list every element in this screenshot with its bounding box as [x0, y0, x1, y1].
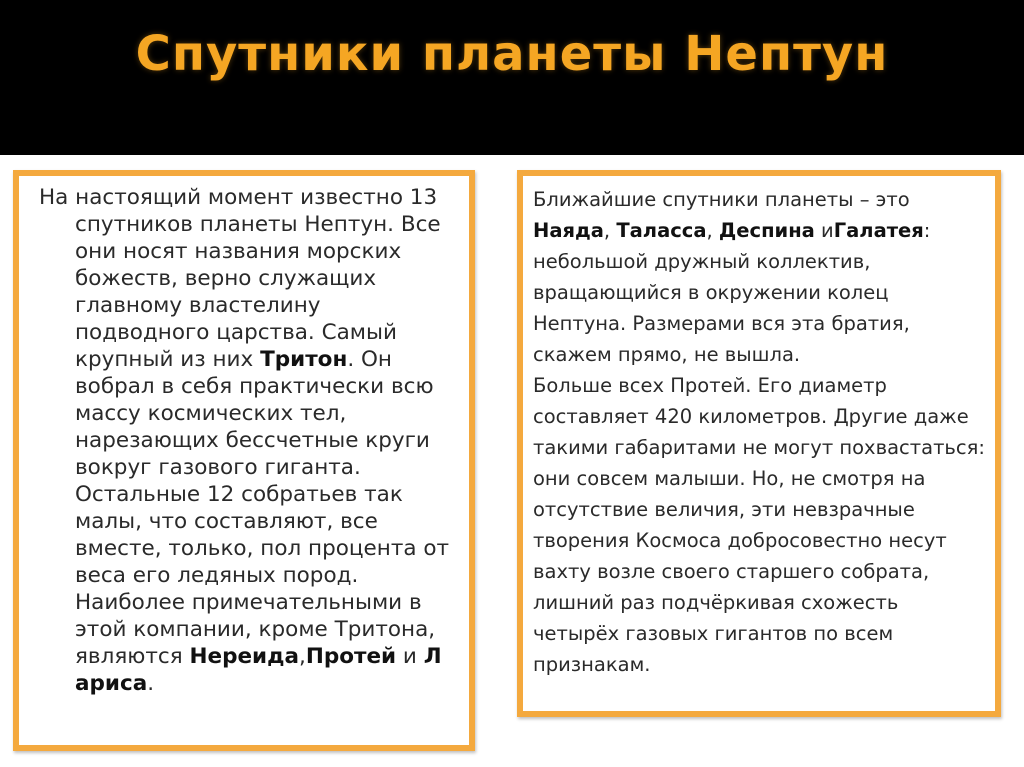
right-paragraph-2: Больше всех Протей. Его диаметр составляет 420 километров. Другие даже такими габаритами не могут похвастаться: они совсем малыши. Но, не смотря на отсутствие величия, эти невзрачные творения Космоса добросовестно несут вахту возле своего старшего собрата, лишний раз подчёркивая схожесть четырёх газовых гигантов по всем признакам. — [533, 374, 985, 676]
proteus-name: Протей — [305, 644, 397, 669]
left-text-part-1: На настоящий момент известно 13 спутников планеты Нептун. Все они носят названия морских божеств, верно служащих главному властелину подводного царства. Самый крупный из них — [39, 185, 441, 372]
nereid-name: Нереида — [189, 644, 299, 669]
right-text-box — [517, 170, 1001, 717]
right-text-part-1: Ближайшие спутники планеты – это — [533, 188, 910, 211]
right-paragraph-1 — [533, 184, 985, 370]
separator-1: , — [603, 219, 617, 242]
separator-2: , — [706, 219, 719, 242]
triton-name: Тритон — [260, 347, 348, 372]
left-paragraph — [39, 184, 459, 697]
title-band — [0, 0, 1024, 150]
slide-title: Спутники планеты Нептун — [135, 26, 889, 82]
galatea-name: Галатея — [833, 219, 924, 242]
naiad-name: Наяда — [533, 219, 604, 242]
thalassa-name: Таласса — [616, 219, 707, 242]
larissa-name: Л ариса — [75, 644, 442, 696]
left-text-part-2: . Он вобрал в себя практически всю массу космических тел, нарезающих бессчетные круги вокруг газового гиганта. Остальные 12 собратьев так малы, что составляют, все вместе, только, пол процента от веса его ледяных пород. Наиболее примечательными в этой компании, кроме Тритона, являются — [75, 347, 450, 669]
and-word: и — [814, 219, 834, 242]
left-text-box — [13, 170, 475, 751]
period: . — [147, 671, 155, 696]
and-word: и — [396, 644, 424, 669]
right-text-part-2: : небольшой дружный коллектив, вращающийся в окружении колец Нептуна. Размерами вся эта братия, скажем прямо, не вышла. — [533, 219, 931, 366]
comma-separator: , — [298, 644, 306, 669]
despina-name: Деспина — [718, 219, 815, 242]
